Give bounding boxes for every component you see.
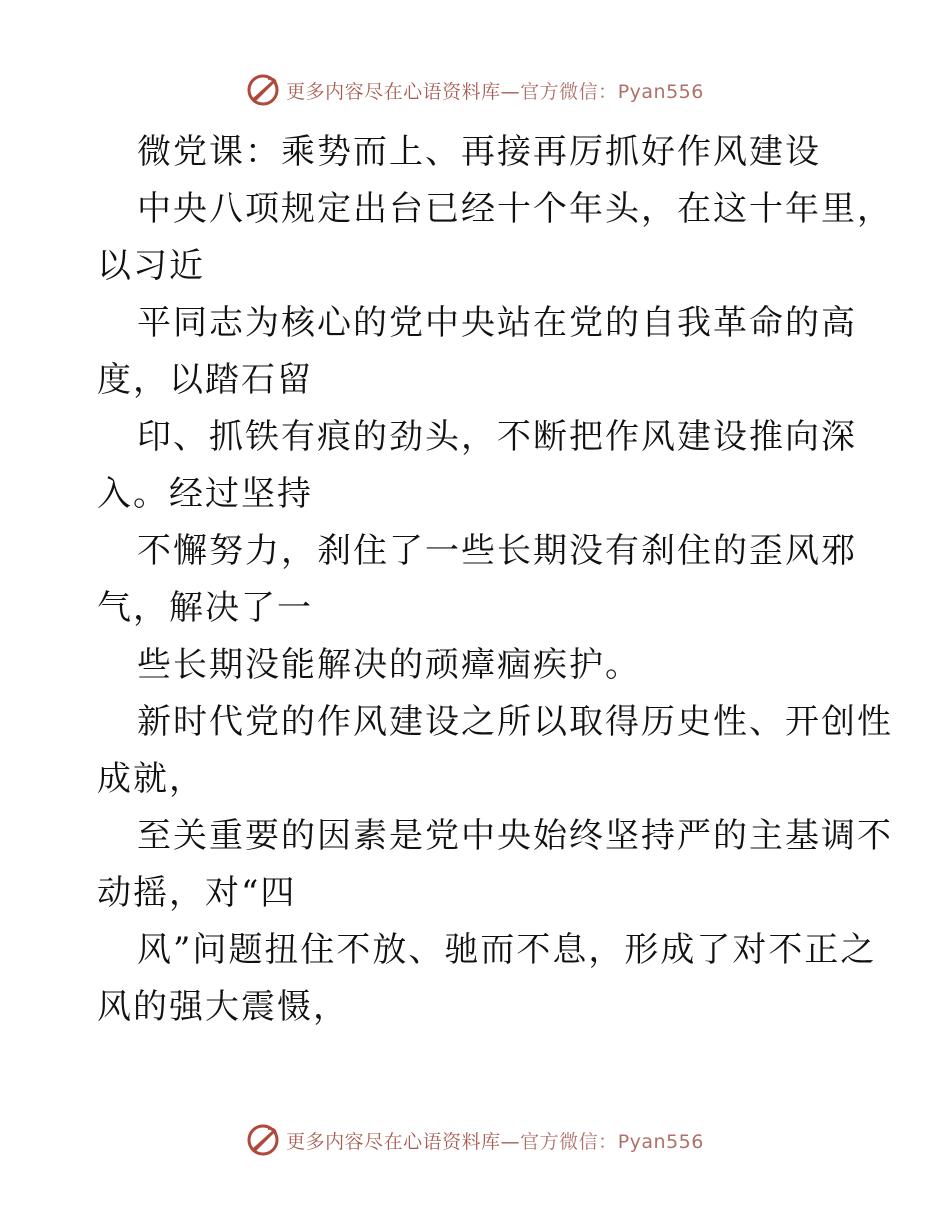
paragraph-line: 至关重要的因素是党中央始终坚持严的主基调不 bbox=[137, 816, 893, 856]
paragraph-line: 印、抓铁有痕的劲头，不断把作风建设推向深 bbox=[137, 417, 857, 457]
document-body bbox=[97, 124, 893, 1036]
paragraph-line: 成就， bbox=[97, 759, 205, 799]
banner-wechat-label: 官方微信： bbox=[520, 1130, 618, 1153]
paragraph-line: 度，以踏石留 bbox=[97, 360, 313, 400]
paragraph-line: 动摇，对“四 bbox=[97, 873, 297, 913]
banner-wechat-id: Pyan556 bbox=[617, 80, 704, 103]
banner-wechat-id: Pyan556 bbox=[617, 1130, 704, 1153]
paragraph-line: 风”问题扭住不放、驰而不息，形成了对不正之 bbox=[137, 930, 877, 970]
quill-pen-logo-icon bbox=[246, 73, 280, 107]
paragraph-line: 新时代党的作风建设之所以取得历史性、开创性 bbox=[137, 702, 893, 742]
paragraph-line: 风的强大震慑， bbox=[97, 987, 349, 1027]
paragraph-line: 入。经过坚持 bbox=[97, 474, 313, 514]
paragraph-line: 些长期没能解决的顽瘴痼疾护。 bbox=[137, 645, 641, 685]
footer-banner-text bbox=[286, 1127, 704, 1154]
quill-pen-logo-icon bbox=[246, 1123, 280, 1157]
banner-site-name: 更多内容尽在心语资料库 bbox=[286, 1130, 501, 1153]
paragraph-line: 气，解决了一 bbox=[97, 588, 313, 628]
banner-separator: — bbox=[500, 1130, 521, 1153]
banner-wechat-label: 官方微信： bbox=[520, 80, 618, 103]
paragraph-line: 不懈努力，刹住了一些长期没有刹住的歪风邪 bbox=[137, 531, 857, 571]
banner-separator: — bbox=[500, 80, 521, 103]
footer-banner bbox=[0, 1120, 950, 1160]
banner-site-name: 更多内容尽在心语资料库 bbox=[286, 80, 501, 103]
paragraph-line: 中央八项规定出台已经十个年头，在这十年里， bbox=[137, 189, 893, 229]
document-title: 微党课：乘势而上、再接再厉抓好作风建设 bbox=[137, 132, 821, 172]
paragraph-line: 平同志为核心的党中央站在党的自我革命的高 bbox=[137, 303, 857, 343]
header-banner bbox=[0, 70, 950, 110]
header-banner-text bbox=[286, 77, 704, 104]
paragraph-line: 以习近 bbox=[97, 246, 205, 286]
